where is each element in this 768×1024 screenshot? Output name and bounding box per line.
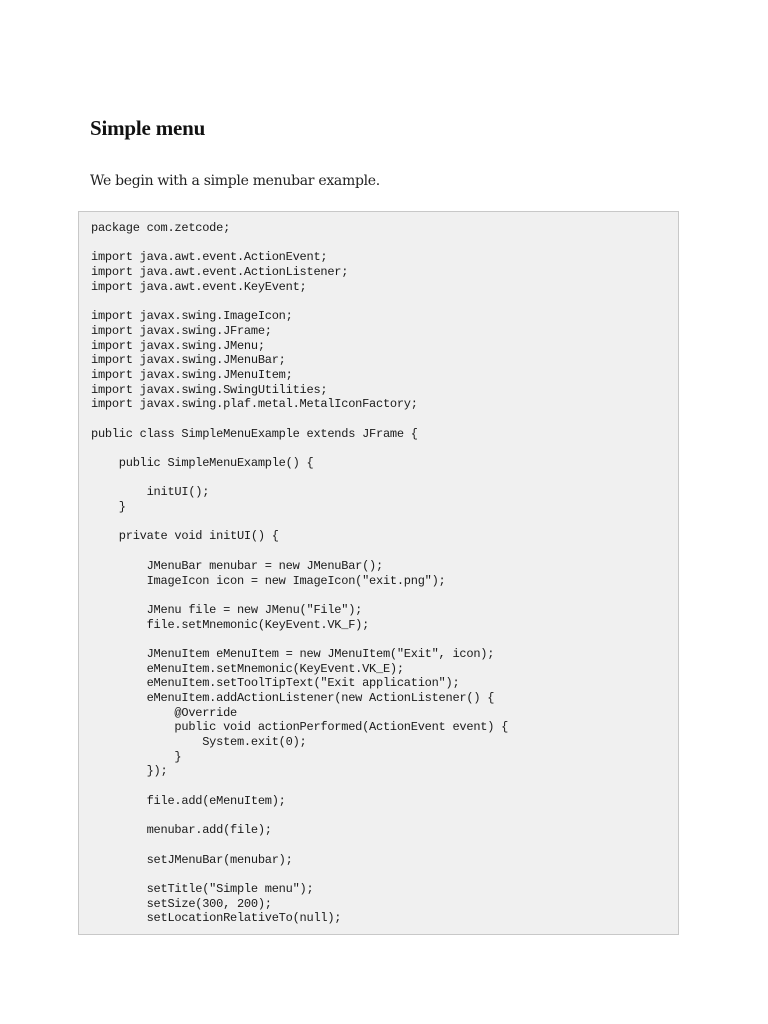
code-line: setLocationRelativeTo(null); <box>91 911 342 926</box>
code-line: file.add(eMenuItem); <box>91 793 286 808</box>
code-line: import java.awt.event.ActionListener; <box>91 265 349 280</box>
code-line: package com.zetcode; <box>91 221 231 235</box>
code-line: setSize(300, 200); <box>91 896 272 911</box>
code-line: eMenuItem.setMnemonic(KeyEvent.VK_E); <box>91 661 404 676</box>
code-line: JMenuBar menubar = new JMenuBar(); <box>91 558 383 573</box>
code-line <box>91 809 508 824</box>
code-line: import javax.swing.JMenuBar; <box>91 353 286 368</box>
code-line <box>91 412 508 427</box>
code-line <box>91 236 508 251</box>
code-line: private void initUI() { <box>91 529 279 544</box>
code-line: System.exit(0); <box>91 735 307 750</box>
code-line: menubar.add(file); <box>91 823 272 838</box>
code-line: eMenuItem.addActionListener(new ActionListener() { <box>91 691 495 705</box>
code-line: import javax.swing.JMenu; <box>91 338 265 353</box>
code-block <box>78 211 679 935</box>
code-line: import javax.swing.SwingUtilities; <box>91 382 328 397</box>
code-line <box>91 544 508 559</box>
code-line: import javax.swing.ImageIcon; <box>91 309 293 324</box>
code-line: } <box>91 749 182 764</box>
code-line <box>91 515 508 530</box>
code-listing <box>91 221 508 926</box>
code-line: @Override <box>91 705 237 720</box>
code-line <box>91 779 508 794</box>
code-line: import javax.swing.JMenuItem; <box>91 367 293 382</box>
code-line <box>91 294 508 309</box>
code-line: }); <box>91 764 168 779</box>
code-line: ImageIcon icon = new ImageIcon("exit.png"); <box>91 573 446 588</box>
code-line: JMenu file = new JMenu("File"); <box>91 602 363 617</box>
code-line: file.setMnemonic(KeyEvent.VK_F); <box>91 617 370 632</box>
code-line <box>91 867 508 882</box>
code-line: public SimpleMenuExample() { <box>91 456 314 470</box>
code-line: setJMenuBar(menubar); <box>91 852 293 867</box>
code-line <box>91 471 508 486</box>
code-line: JMenuItem eMenuItem = new JMenuItem("Exit", icon); <box>91 646 495 661</box>
code-line <box>91 441 508 456</box>
section-heading: Simple menu <box>90 116 206 140</box>
code-line: import javax.swing.JFrame; <box>91 323 272 338</box>
code-line: import java.awt.event.ActionEvent; <box>91 250 328 265</box>
code-line: import javax.swing.plaf.metal.MetalIconFactory; <box>91 397 418 412</box>
intro-paragraph: We begin with a simple menubar example. <box>90 173 380 189</box>
code-line: } <box>91 500 126 515</box>
code-line: eMenuItem.setToolTipText("Exit application"); <box>91 676 460 691</box>
code-line <box>91 632 508 647</box>
code-line <box>91 588 508 603</box>
code-line: import java.awt.event.KeyEvent; <box>91 279 307 294</box>
code-line: setTitle("Simple menu"); <box>91 881 314 896</box>
code-line: public void actionPerformed(ActionEvent event) { <box>91 720 509 735</box>
code-line: initUI(); <box>91 485 210 500</box>
code-line: public class SimpleMenuExample extends JFrame { <box>91 426 418 441</box>
code-line <box>91 838 508 853</box>
